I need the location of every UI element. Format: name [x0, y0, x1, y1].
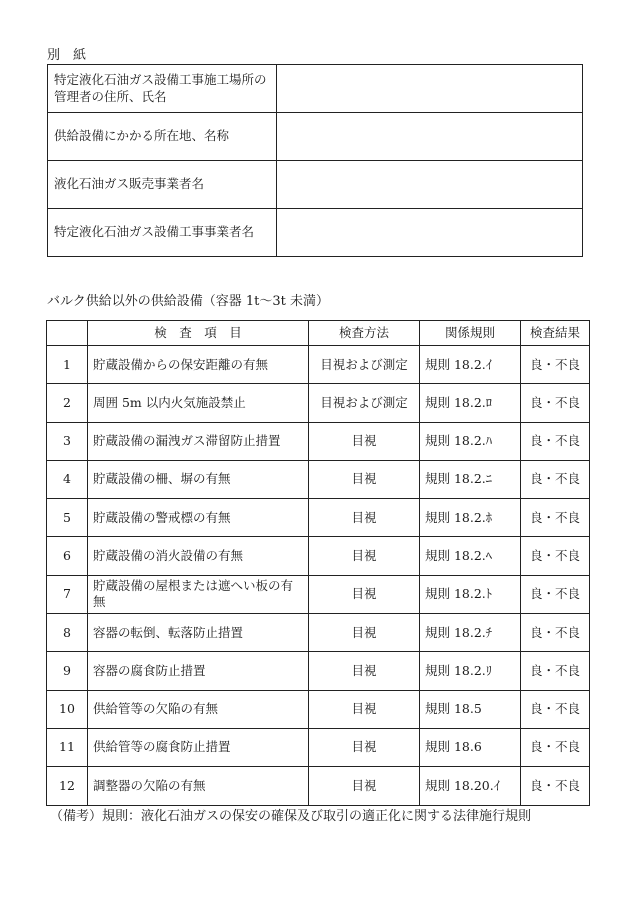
inspection-item: 供給管等の腐食防止措置 — [88, 728, 309, 766]
info-row — [48, 209, 583, 257]
inspection-item: 貯蔵設備からの保安距離の有無 — [88, 346, 309, 384]
info-value-field[interactable] — [277, 161, 583, 209]
related-rule: 規則 18.2.ﾁ — [420, 614, 521, 652]
header-rule: 関係規則 — [420, 321, 521, 346]
row-number: 12 — [47, 767, 88, 805]
inspection-method: 目視 — [309, 614, 420, 652]
row-number: 11 — [47, 728, 88, 766]
table-row — [47, 537, 590, 575]
inspection-result[interactable]: 良・不良 — [521, 728, 590, 766]
inspection-item: 貯蔵設備の柵、塀の有無 — [88, 460, 309, 498]
inspection-method: 目視 — [309, 767, 420, 805]
table-row — [47, 499, 590, 537]
info-value-field[interactable] — [277, 113, 583, 161]
related-rule: 規則 18.2.ｲ — [420, 346, 521, 384]
inspection-header-row — [47, 321, 590, 346]
table-row — [47, 575, 590, 613]
info-row — [48, 65, 583, 113]
row-number: 4 — [47, 460, 88, 498]
table-row — [47, 652, 590, 690]
related-rule: 規則 18.20.ｲ — [420, 767, 521, 805]
row-number: 10 — [47, 690, 88, 728]
inspection-result[interactable]: 良・不良 — [521, 346, 590, 384]
related-rule: 規則 18.5 — [420, 690, 521, 728]
inspection-item: 供給管等の欠陥の有無 — [88, 690, 309, 728]
inspection-item: 調整器の欠陥の有無 — [88, 767, 309, 805]
table-row — [47, 384, 590, 422]
remark-note: （備考）規則：液化石油ガスの保安の確保及び取引の適正化に関する法律施行規則 — [50, 809, 532, 824]
inspection-item: 貯蔵設備の警戒標の有無 — [88, 499, 309, 537]
inspection-method: 目視 — [309, 575, 420, 613]
inspection-method: 目視 — [309, 422, 420, 460]
table-row — [47, 767, 590, 805]
inspection-method: 目視 — [309, 652, 420, 690]
attachment-label: 別 紙 — [47, 48, 87, 63]
inspection-result[interactable]: 良・不良 — [521, 690, 590, 728]
related-rule: 規則 18.2.ﾍ — [420, 537, 521, 575]
related-rule: 規則 18.2.ﾛ — [420, 384, 521, 422]
inspection-item: 周囲 5m 以内火気施設禁止 — [88, 384, 309, 422]
row-number: 7 — [47, 575, 88, 613]
row-number: 6 — [47, 537, 88, 575]
inspection-table — [46, 320, 590, 806]
info-label: 特定液化石油ガス設備工事事業者名 — [48, 209, 277, 257]
inspection-method: 目視 — [309, 690, 420, 728]
inspection-method: 目視 — [309, 499, 420, 537]
info-label: 供給設備にかかる所在地、名称 — [48, 113, 277, 161]
header-result: 検査結果 — [521, 321, 590, 346]
info-value-field[interactable] — [277, 65, 583, 113]
header-method: 検査方法 — [309, 321, 420, 346]
inspection-result[interactable]: 良・不良 — [521, 652, 590, 690]
row-number: 8 — [47, 614, 88, 652]
info-label: 特定液化石油ガス設備工事施工場所の管理者の住所、氏名 — [48, 65, 277, 113]
inspection-result[interactable]: 良・不良 — [521, 537, 590, 575]
inspection-result[interactable]: 良・不良 — [521, 767, 590, 805]
inspection-item: 貯蔵設備の消火設備の有無 — [88, 537, 309, 575]
inspection-result[interactable]: 良・不良 — [521, 422, 590, 460]
section-title: バルク供給以外の供給設備（容器 1t～3t 未満） — [47, 294, 329, 309]
inspection-method: 目視および測定 — [309, 384, 420, 422]
info-label: 液化石油ガス販売事業者名 — [48, 161, 277, 209]
info-value-field[interactable] — [277, 209, 583, 257]
header-item: 検 査 項 目 — [88, 321, 309, 346]
related-rule: 規則 18.2.ﾘ — [420, 652, 521, 690]
inspection-method: 目視 — [309, 537, 420, 575]
table-row — [47, 346, 590, 384]
info-table — [47, 64, 583, 257]
related-rule: 規則 18.2.ﾊ — [420, 422, 521, 460]
inspection-method: 目視 — [309, 460, 420, 498]
row-number: 2 — [47, 384, 88, 422]
inspection-result[interactable]: 良・不良 — [521, 384, 590, 422]
row-number: 9 — [47, 652, 88, 690]
row-number: 1 — [47, 346, 88, 384]
table-row — [47, 728, 590, 766]
info-row — [48, 113, 583, 161]
table-row — [47, 614, 590, 652]
inspection-item: 貯蔵設備の屋根または遮へい板の有無 — [88, 575, 309, 613]
row-number: 5 — [47, 499, 88, 537]
inspection-result[interactable]: 良・不良 — [521, 499, 590, 537]
info-row — [48, 161, 583, 209]
related-rule: 規則 18.6 — [420, 728, 521, 766]
row-number: 3 — [47, 422, 88, 460]
inspection-result[interactable]: 良・不良 — [521, 575, 590, 613]
inspection-item: 容器の腐食防止措置 — [88, 652, 309, 690]
related-rule: 規則 18.2.ﾎ — [420, 499, 521, 537]
inspection-result[interactable]: 良・不良 — [521, 614, 590, 652]
inspection-method: 目視 — [309, 728, 420, 766]
table-row — [47, 690, 590, 728]
inspection-result[interactable]: 良・不良 — [521, 460, 590, 498]
inspection-method: 目視および測定 — [309, 346, 420, 384]
related-rule: 規則 18.2.ﾆ — [420, 460, 521, 498]
header-no — [47, 321, 88, 346]
related-rule: 規則 18.2.ﾄ — [420, 575, 521, 613]
table-row — [47, 460, 590, 498]
table-row — [47, 422, 590, 460]
inspection-item: 貯蔵設備の漏洩ガス滞留防止措置 — [88, 422, 309, 460]
inspection-item: 容器の転倒、転落防止措置 — [88, 614, 309, 652]
